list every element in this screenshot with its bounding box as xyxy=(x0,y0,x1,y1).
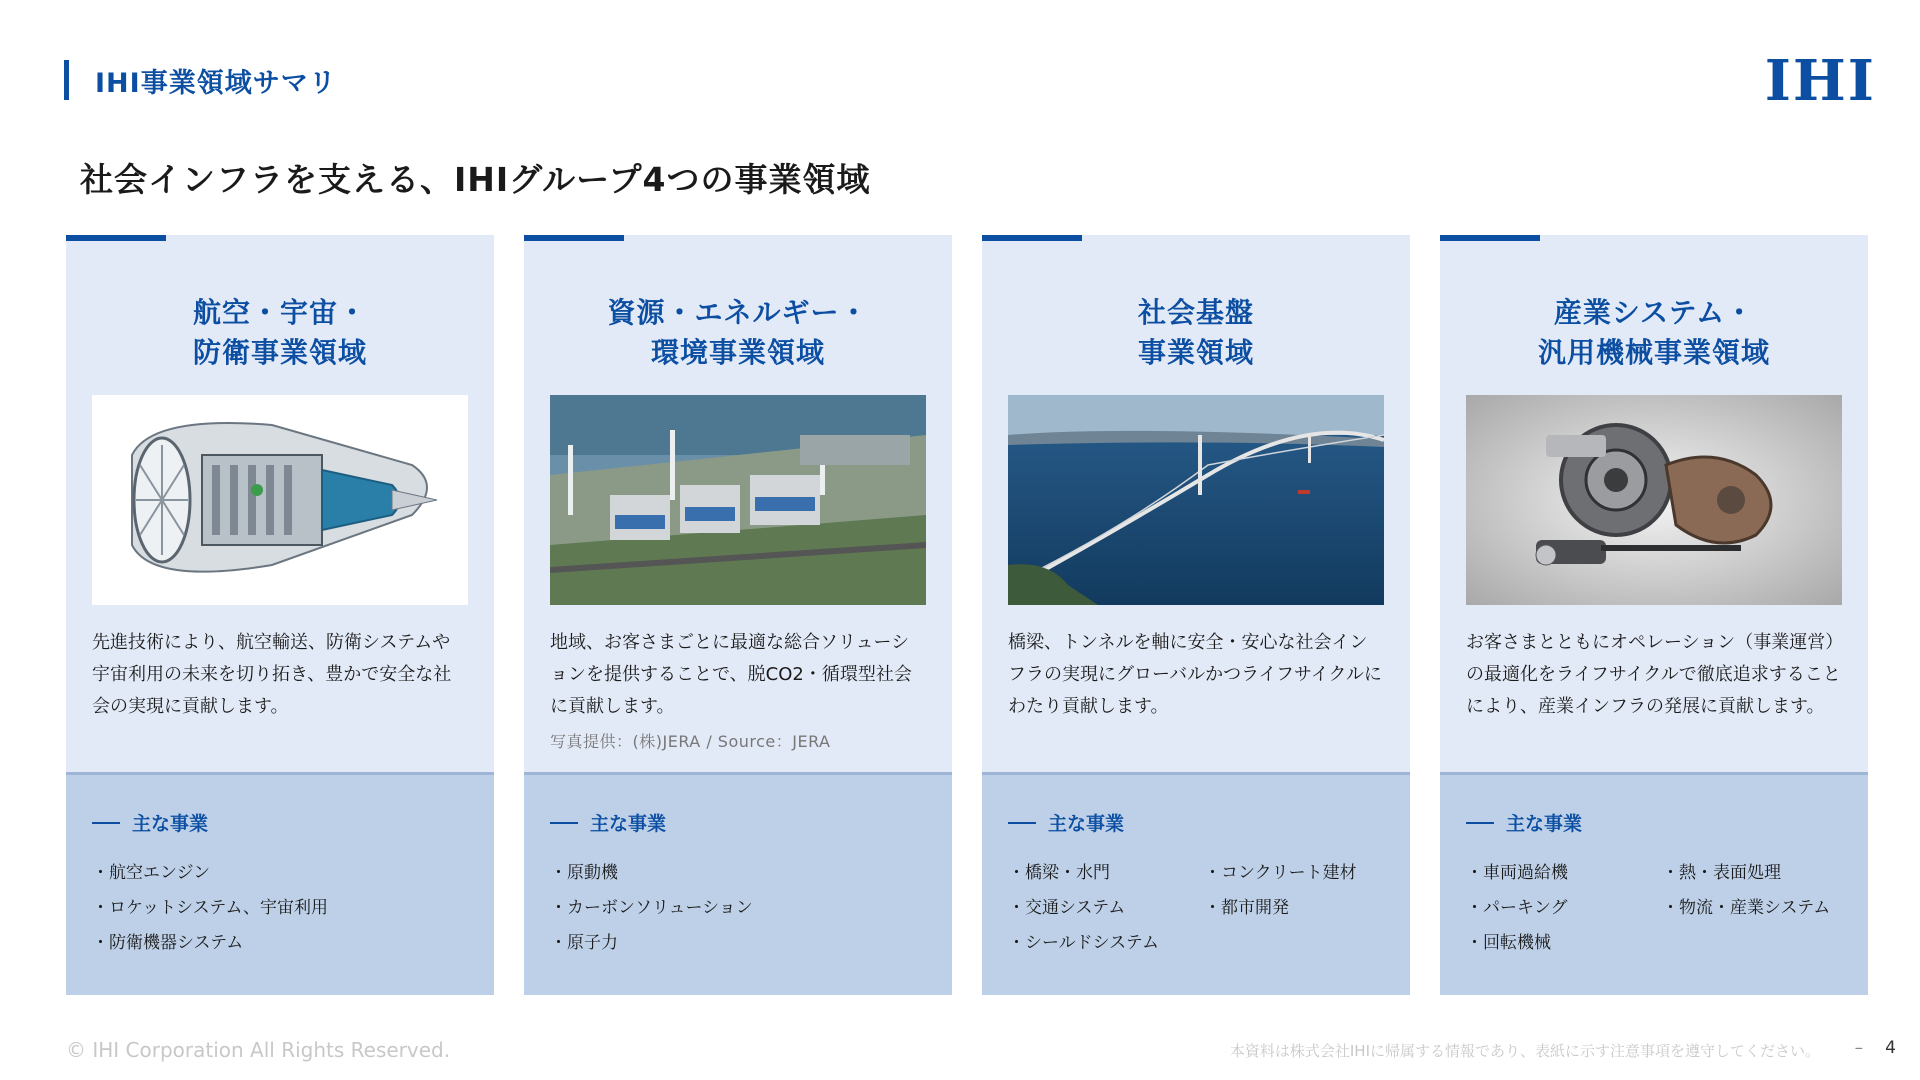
bridge-image xyxy=(1008,395,1384,605)
card-title-line1: 資源・エネルギー・ xyxy=(607,296,869,329)
business-cards xyxy=(66,235,1866,995)
dash-icon xyxy=(1466,822,1494,824)
card-top xyxy=(66,235,494,775)
section-title: IHI事業領域サマリ xyxy=(95,67,337,99)
card-description: 先進技術により、航空輸送、防衛システムや宇宙利用の未来を切り拓き、豊かで安全な社会の実現に貢献します。 xyxy=(92,632,452,717)
ihi-logo: IHI xyxy=(1764,48,1876,114)
card-description: 橋梁、トンネルを軸に安全・安心な社会インフラの実現にグローバルかつライフサイクルにわたり貢献します。 xyxy=(1008,632,1382,717)
page-title: 社会インフラを支える、IHIグループ4つの事業領域 xyxy=(80,160,871,199)
power-plant-image xyxy=(550,395,926,605)
business-item: ・コンクリート建材 xyxy=(1204,863,1357,883)
dash-icon xyxy=(92,822,120,824)
jet-engine-image xyxy=(92,395,468,605)
business-list xyxy=(92,858,468,953)
business-item: ・原動機 xyxy=(550,863,618,883)
business-heading-label: 主な事業 xyxy=(132,813,209,835)
page-indicator xyxy=(1855,1038,1896,1058)
card-top xyxy=(524,235,952,775)
business-list xyxy=(1466,858,1842,953)
card-bottom xyxy=(982,775,1410,995)
business-item: ・交通システム xyxy=(1008,898,1126,918)
business-item: ・防衛機器システム xyxy=(92,933,244,953)
business-heading-label: 主な事業 xyxy=(1506,813,1583,835)
business-item: ・航空エンジン xyxy=(92,863,211,883)
business-item: ・車両過給機 xyxy=(1466,863,1568,883)
card-aerospace xyxy=(66,235,494,995)
card-infrastructure xyxy=(982,235,1410,995)
business-heading xyxy=(1466,809,1842,836)
card-title-line2: 防衛事業領域 xyxy=(192,336,367,369)
card-accent-bar xyxy=(66,235,166,241)
card-title-line1: 社会基盤 xyxy=(1137,296,1254,329)
footer-copyright: © IHI Corporation All Rights Reserved. xyxy=(66,1038,451,1062)
business-item: ・カーボンソリューション xyxy=(550,898,753,918)
card-accent-bar xyxy=(524,235,624,241)
business-item: ・原子力 xyxy=(550,933,618,953)
dash-icon xyxy=(550,822,578,824)
bridge-photo xyxy=(1008,395,1384,605)
footer-note: 本資料は株式会社IHIに帰属する情報であり、表紙に示す注意事項を遵守してください。 xyxy=(1229,1042,1820,1060)
card-bottom xyxy=(524,775,952,995)
card-accent-bar xyxy=(1440,235,1540,241)
jet-engine-illustration xyxy=(92,395,468,605)
card-title-line1: 産業システム・ xyxy=(1553,296,1755,329)
card-top xyxy=(982,235,1410,775)
card-energy xyxy=(524,235,952,995)
card-title xyxy=(193,293,367,373)
business-item: ・熱・表面処理 xyxy=(1662,863,1781,883)
business-item: ・物流・産業システム xyxy=(1662,898,1831,918)
card-title-line2: 事業領域 xyxy=(1137,336,1254,369)
business-heading-label: 主な事業 xyxy=(590,813,667,835)
business-item: ・ロケットシステム、宇宙利用 xyxy=(92,898,328,918)
turbocharger-photo xyxy=(1466,395,1842,605)
card-title xyxy=(607,293,868,373)
card-title-line2: 汎用機械事業領域 xyxy=(1537,336,1770,369)
dash-icon xyxy=(1008,822,1036,824)
power-plant-photo xyxy=(550,395,926,605)
card-bottom xyxy=(66,775,494,995)
business-item: ・パーキング xyxy=(1466,898,1568,918)
card-title-line2: 環境事業領域 xyxy=(650,336,825,369)
page-number: 4 xyxy=(1885,1038,1896,1058)
business-heading xyxy=(550,809,926,836)
card-title xyxy=(1538,293,1770,373)
page-dash: – xyxy=(1854,1038,1864,1058)
photo-credit: 写真提供：(株)JERA / Source：JERA xyxy=(550,732,831,751)
business-item: ・橋梁・水門 xyxy=(1008,863,1110,883)
card-description: お客さまとともにオペレーション（事業運営）の最適化をライフサイクルで徹底追求することにより、産業インフラの発展に貢献します。 xyxy=(1466,632,1841,717)
card-industrial xyxy=(1440,235,1868,995)
business-heading xyxy=(1008,809,1384,836)
section-header xyxy=(64,60,337,100)
card-title-line1: 航空・宇宙・ xyxy=(192,296,367,329)
card-top xyxy=(1440,235,1868,775)
turbocharger-image xyxy=(1466,395,1842,605)
business-list xyxy=(1008,858,1384,953)
business-list xyxy=(550,858,926,953)
business-item: ・シールドシステム xyxy=(1008,933,1159,953)
business-heading-label: 主な事業 xyxy=(1048,813,1125,835)
business-item: ・都市開発 xyxy=(1204,898,1289,918)
card-accent-bar xyxy=(982,235,1082,241)
card-description: 地域、お客さまごとに最適な総合ソリューションを提供することで、脱CO2・循環型社会に貢献します。 xyxy=(550,632,912,717)
card-title xyxy=(1138,293,1254,373)
card-bottom xyxy=(1440,775,1868,995)
business-item: ・回転機械 xyxy=(1466,933,1551,953)
business-heading xyxy=(92,809,468,836)
